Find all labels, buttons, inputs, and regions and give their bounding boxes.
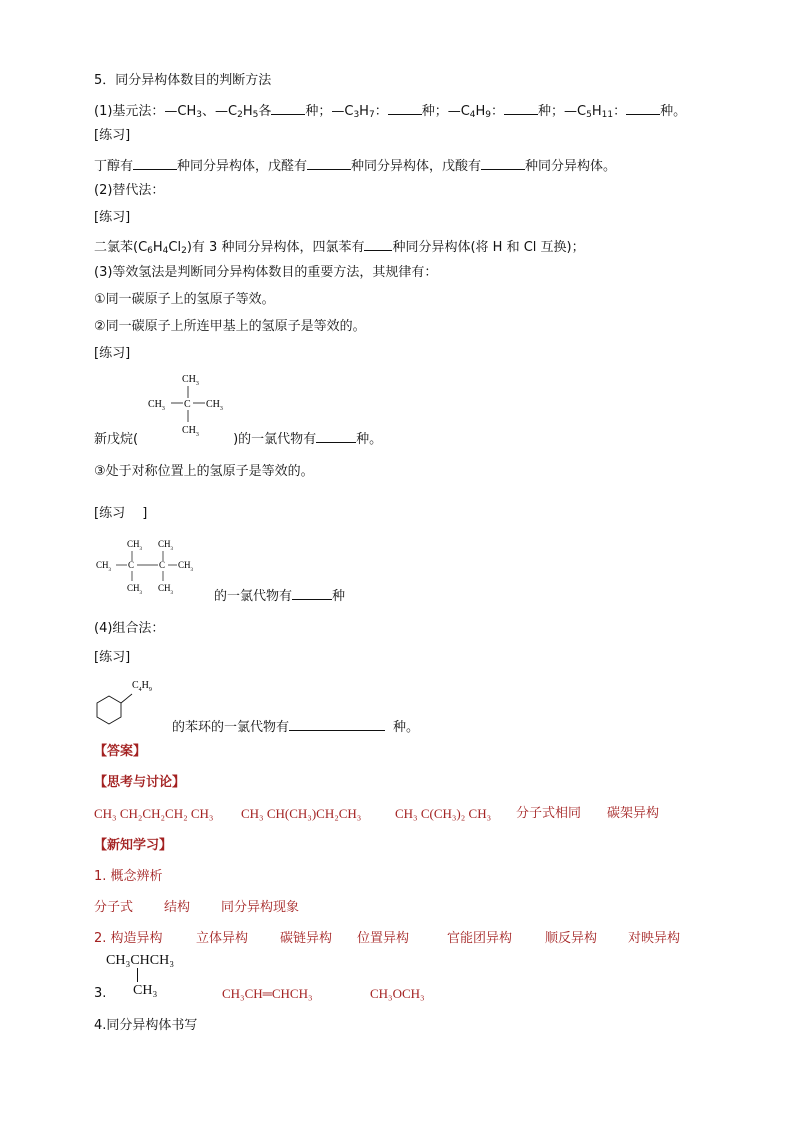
answer-blank[interactable] [133,155,177,170]
isomer-type-3: 碳链异构 [280,931,333,946]
practice-label-1: [练习] [94,128,131,143]
ch3: $CH_3$ [127,539,143,552]
sub: 3 [196,110,203,120]
practice-question-4 [214,585,345,606]
method-1 [94,100,686,121]
answer-blank[interactable] [292,585,332,600]
answer-blank[interactable] [626,100,660,115]
sub: 5 [586,110,592,120]
ch3-left: $CH_3$ [148,399,165,412]
practice-label-5: [练习] [94,650,131,665]
answer-blank[interactable] [316,428,356,443]
practice-label-4: [练习 ] [94,506,148,521]
text: 二氯苯(C [94,240,148,255]
sub: 9 [485,110,492,120]
ch3: $CH_3$ [158,583,174,596]
text: H [242,104,253,119]
text: Cl [168,240,182,255]
sub: 4 [469,110,476,120]
sub: 11 [601,110,614,120]
answer-blank[interactable] [271,100,305,115]
answer-blank[interactable] [364,236,392,251]
text: 丁醇有 [94,159,134,174]
text: 种同分异构体，戊酸有 [351,159,482,174]
ch3-right: $CH_3$ [206,399,223,412]
ch3: $CH_3$ [96,560,112,573]
ch3: $CH_3$ [158,539,174,552]
carbon: C [184,399,191,410]
sub: 3 [353,110,360,120]
tetramethylbutane-structure [94,533,204,599]
answer-blank[interactable] [307,155,351,170]
item-3-label: 3. [94,986,107,1001]
concept-3: 同分异构现象 [221,900,300,915]
carbon: C [159,560,166,570]
bond [121,694,132,703]
isomer-type-5: 官能团异构 [447,931,513,946]
concept-2: 结构 [164,900,191,915]
think-answer-1: CH₃ CH₂CH₂CH₂ CH₃ [94,806,214,821]
text: 各 [258,104,272,119]
new-learning-heading: 【新知学习】 [94,838,173,853]
ch3-top: $CH_3$ [182,374,199,387]
text: 种。 [393,720,420,735]
text: 种同分异构体。 [525,159,617,174]
but-2-ene: CH₃CH═CHCH₃ [222,986,313,1001]
text: H [152,240,163,255]
text: 新戊烷( [94,432,139,447]
text: 种。 [356,432,383,447]
answer-blank[interactable] [481,155,525,170]
isomer-type-4: 位置异构 [357,931,410,946]
text: 种同分异构体，戊醛有 [177,159,308,174]
rule-2: ②同一碳原子上所连甲基上的氢原子是等效的。 [94,319,366,334]
ch3-bottom: $CH_3$ [182,425,199,438]
isobutane-main-chain: CH₃CHCH₃ [106,953,175,968]
butylbenzene-structure [92,672,172,734]
text: 种同分异构体(将 H 和 Cl 互换)； [392,240,585,255]
sub: 7 [368,110,375,120]
think-heading: 【思考与讨论】 [94,775,186,790]
text: 的苯环的一氯代物有 [172,720,290,735]
answers-heading: 【答案】 [94,744,147,759]
method-1-text: (1)基元法：—CH [94,104,197,119]
isomer-type-2: 立体异构 [196,931,249,946]
text: H [359,104,369,119]
practice-label-2: [练习] [94,210,131,225]
sub: 4 [162,246,169,256]
text: 种。 [660,104,687,119]
isomer-type-7: 对映异构 [628,931,681,946]
ch3: $CH_3$ [127,583,143,596]
practice-question-3 [94,428,382,449]
text: )的一氯代物有 [233,432,317,447]
concept-1: 分子式 [94,900,134,915]
think-answer-3: CH₃ C(CH₃)₂ CH₃ [395,806,492,821]
c4h9-label: $C_4H_9$ [132,680,152,693]
ch3: $CH_3$ [178,560,194,573]
practice-label-3: [练习] [94,346,131,361]
section-title: 5．同分异构体数目的判断方法 [94,73,272,88]
answer-blank[interactable] [388,100,422,115]
text: H [591,104,602,119]
isomer-type-6: 顺反异构 [545,931,598,946]
answer-blank[interactable] [504,100,538,115]
new-item-1-label: 1. 概念辨析 [94,869,163,884]
text: 的一氯代物有 [214,589,293,604]
text: ： [374,104,388,119]
carbon: C [128,560,135,570]
answer-blank[interactable] [289,716,385,731]
text: 种；—C [538,104,587,119]
sub: 2 [237,110,243,120]
item-4-label: 4.同分异构体书写 [94,1018,198,1033]
isobutane-branch: CH₃ [133,983,158,998]
method-4: (4)组合法： [94,621,165,636]
method-3: (3)等效氢法是判断同分异构体数目的重要方法，其规律有： [94,265,438,280]
text: 、—C [202,104,238,119]
text: 种；—C [305,104,354,119]
text: 种；—C [421,104,470,119]
text: )有 3 种同分异构体，四氯苯有 [186,240,365,255]
dimethyl-ether: CH₃OCH₃ [370,986,425,1001]
text: ： [613,104,627,119]
sub: 5 [252,110,259,120]
think-answer-2: CH₃ CH(CH₃)CH₂CH₃ [241,806,362,821]
rule-3: ③处于对称位置上的氢原子是等效的。 [94,464,314,479]
benzene-ring [97,696,121,724]
sub: 6 [147,246,153,256]
text: H [475,104,486,119]
practice-question-2 [94,236,585,257]
text: 种 [332,589,346,604]
think-answer-5: 碳架异构 [607,806,660,821]
sub: 2 [181,246,187,256]
method-2: (2)替代法： [94,183,165,198]
practice-question-1 [94,155,616,176]
isomer-type-1: 2. 构造异构 [94,931,163,946]
practice-question-5 [172,716,419,737]
rule-1: ①同一碳原子上的氢原子等效。 [94,292,275,307]
think-answer-4: 分子式相同 [516,806,582,821]
text: ： [491,104,505,119]
branch-bond [137,968,138,982]
